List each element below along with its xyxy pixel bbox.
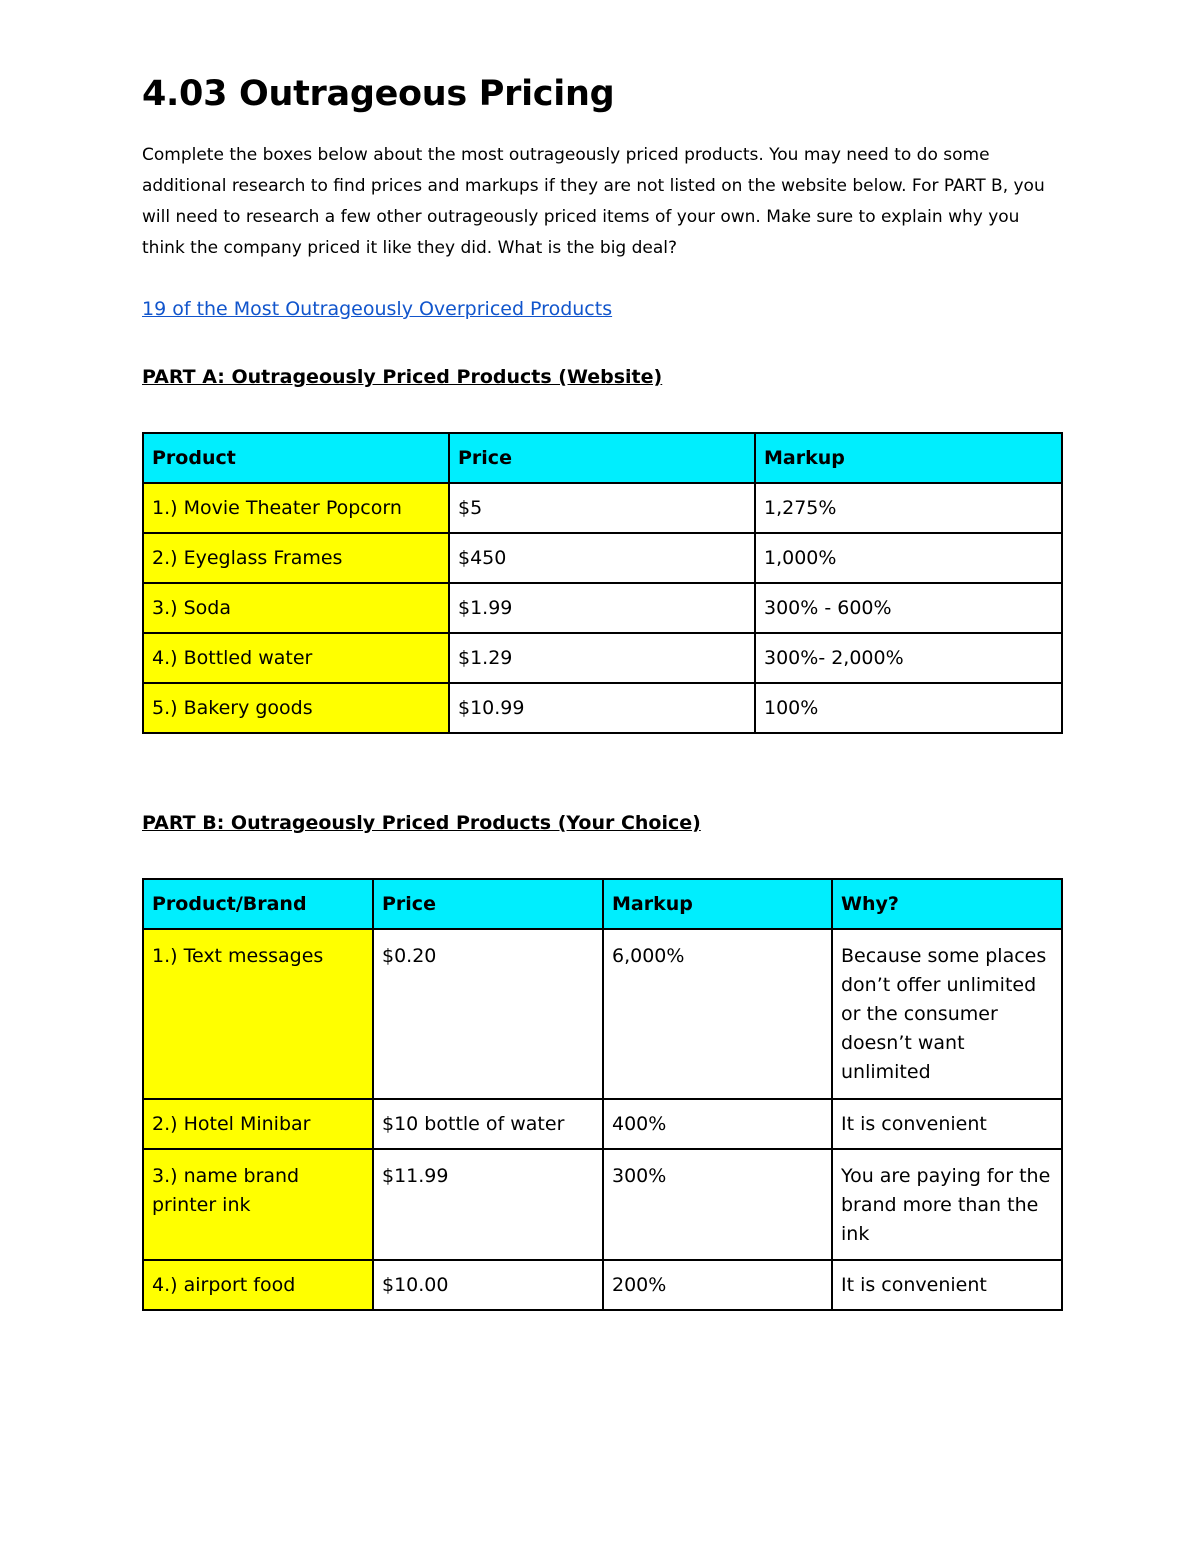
price-cell[interactable]: $450 [449, 533, 755, 583]
price-cell[interactable]: $10 bottle of water [373, 1099, 603, 1149]
markup-cell[interactable]: 6,000% [603, 929, 832, 1099]
why-cell[interactable]: It is convenient [832, 1260, 1062, 1310]
column-header: Price [373, 879, 603, 929]
markup-cell[interactable]: 1,000% [755, 533, 1062, 583]
price-cell[interactable]: $11.99 [373, 1149, 603, 1260]
column-header: Markup [603, 879, 832, 929]
page-title: 4.03 Outrageous Pricing [142, 74, 615, 114]
table-row [143, 683, 1062, 733]
markup-cell[interactable]: 400% [603, 1099, 832, 1149]
product-cell[interactable]: 4.) airport food [143, 1260, 373, 1310]
column-header: Price [449, 433, 755, 483]
product-cell[interactable]: 2.) Eyeglass Frames [143, 533, 449, 583]
price-cell[interactable]: $1.99 [449, 583, 755, 633]
part-b-heading: PART B: Outrageously Priced Products (Your Choice) [142, 812, 701, 834]
price-cell[interactable]: $10.00 [373, 1260, 603, 1310]
product-cell[interactable]: 4.) Bottled water [143, 633, 449, 683]
part-a-heading: PART A: Outrageously Priced Products (Website) [142, 366, 663, 388]
markup-cell[interactable]: 300% - 600% [755, 583, 1062, 633]
part-b-table [142, 878, 1063, 1311]
table-header-row [143, 879, 1062, 929]
table-row [143, 929, 1062, 1099]
product-cell[interactable]: 1.) Movie Theater Popcorn [143, 483, 449, 533]
table-row [143, 1260, 1062, 1310]
table-row [143, 633, 1062, 683]
column-header: Product/Brand [143, 879, 373, 929]
price-cell[interactable]: $0.20 [373, 929, 603, 1099]
product-cell[interactable]: 1.) Text messages [143, 929, 373, 1099]
column-header: Markup [755, 433, 1062, 483]
why-cell[interactable]: It is convenient [832, 1099, 1062, 1149]
price-cell[interactable]: $5 [449, 483, 755, 533]
why-cell[interactable]: You are paying for the brand more than the ink [832, 1149, 1062, 1260]
table-row [143, 483, 1062, 533]
product-cell[interactable]: 3.) name brand printer ink [143, 1149, 373, 1260]
product-cell[interactable]: 2.) Hotel Minibar [143, 1099, 373, 1149]
part-a-table [142, 432, 1063, 734]
table-row [143, 1099, 1062, 1149]
table-row [143, 583, 1062, 633]
price-cell[interactable]: $1.29 [449, 633, 755, 683]
table-header-row [143, 433, 1062, 483]
overpriced-products-link[interactable]: 19 of the Most Outrageously Overpriced Products [142, 298, 613, 320]
column-header: Product [143, 433, 449, 483]
markup-cell[interactable]: 300% [603, 1149, 832, 1260]
table-row [143, 1149, 1062, 1260]
markup-cell[interactable]: 300%- 2,000% [755, 633, 1062, 683]
price-cell[interactable]: $10.99 [449, 683, 755, 733]
column-header: Why? [832, 879, 1062, 929]
intro-paragraph: Complete the boxes below about the most outrageously priced products. You may need to do some additional research to find prices and markups if they are not listed on the website below. For PART B, you will need to research a few other outrageously priced items of your own. Make sure to explain why you think the company priced it like they did. What is the big deal? [142, 145, 1045, 258]
markup-cell[interactable]: 1,275% [755, 483, 1062, 533]
markup-cell[interactable]: 100% [755, 683, 1062, 733]
table-row [143, 533, 1062, 583]
why-cell[interactable]: Because some places don’t offer unlimited or the consumer doesn’t want unlimited [832, 929, 1062, 1099]
product-cell[interactable]: 3.) Soda [143, 583, 449, 633]
markup-cell[interactable]: 200% [603, 1260, 832, 1310]
product-cell[interactable]: 5.) Bakery goods [143, 683, 449, 733]
